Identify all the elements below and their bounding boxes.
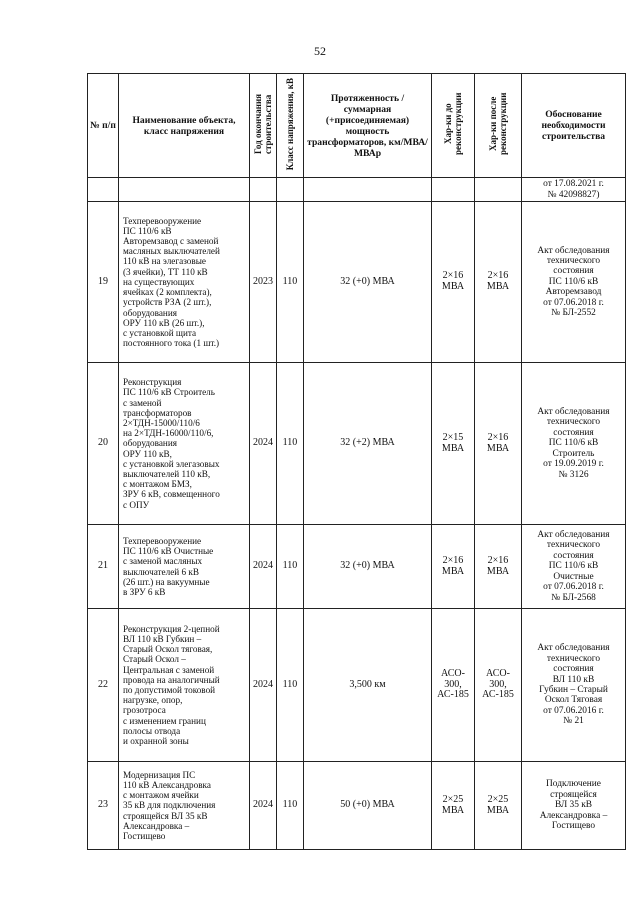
row-name: Реконструкция ПС 110/6 кВ Строитель с заменой трансформаторов 2×ТДН-15000/110/6 на 2×ТДН-16000/110/6, оборудования ОРУ 110 кВ, с установкой элегазовых выключателей 110 кВ, с монтажом БМЗ, ЗРУ 6 кВ, совмещенного с ОПУ bbox=[119, 363, 250, 525]
row-before: 2×25 МВА bbox=[432, 762, 475, 850]
row-voltage: 110 bbox=[277, 202, 304, 363]
continuation-justification: от 17.08.2021 г. № 42098827) bbox=[522, 178, 626, 202]
header-justification: Обоснование необходимости строительства bbox=[522, 74, 626, 178]
table-row bbox=[88, 762, 626, 850]
row-year: 2024 bbox=[250, 762, 277, 850]
row-before: 2×16 МВА bbox=[432, 525, 475, 609]
row-after: АСО- 300, АС-185 bbox=[475, 609, 522, 762]
header-name: Наименование объекта, класс напряжения bbox=[119, 74, 250, 178]
row-voltage: 110 bbox=[277, 363, 304, 525]
header-row bbox=[88, 74, 626, 178]
row-length: 50 (+0) МВА bbox=[304, 762, 432, 850]
row-name: Реконструкция 2-цепной ВЛ 110 кВ Губкин – Старый Оскол тяговая, Старый Оскол – Центральная с заменой провода на аналогичный по допустимой токовой нагрузке, опор, грозотроса с изменением границ полосы отвода и охранной зоны bbox=[119, 609, 250, 762]
row-voltage: 110 bbox=[277, 609, 304, 762]
row-year: 2024 bbox=[250, 609, 277, 762]
page-number: 52 bbox=[314, 44, 326, 58]
row-num: 19 bbox=[88, 202, 119, 363]
row-justification: Подключение строящейся ВЛ 35 кВ Александровка – Гостищево bbox=[522, 762, 626, 850]
continuation-row bbox=[88, 178, 626, 202]
row-justification: Акт обследования технического состояния ПС 110/6 кВ Очистные от 07.06.2018 г. № БЛ-2568 bbox=[522, 525, 626, 609]
row-length: 32 (+0) МВА bbox=[304, 525, 432, 609]
row-before: АСО- 300, АС-185 bbox=[432, 609, 475, 762]
row-before: 2×15 МВА bbox=[432, 363, 475, 525]
row-voltage: 110 bbox=[277, 525, 304, 609]
row-year: 2024 bbox=[250, 525, 277, 609]
row-num: 21 bbox=[88, 525, 119, 609]
row-name: Техперевооружение ПС 110/6 кВ Очистные с заменой масляных выключателей 6 кВ (26 шт.) на вакуумные в ЗРУ 6 кВ bbox=[119, 525, 250, 609]
row-length: 3,500 км bbox=[304, 609, 432, 762]
header-num: № п/п bbox=[88, 74, 119, 178]
table-row bbox=[88, 609, 626, 762]
row-justification: Акт обследования технического состояния ПС 110/6 кВ Авторемзавод от 07.06.2018 г. № БЛ-2552 bbox=[522, 202, 626, 363]
row-after: 2×16 МВА bbox=[475, 363, 522, 525]
row-name: Модернизация ПС 110 кВ Александровка с монтажом ячейки 35 кВ для подключения строящейся ВЛ 35 кВ Александровка – Гостищево bbox=[119, 762, 250, 850]
row-name: Техперевооружение ПС 110/6 кВ Авторемзавод с заменой масляных выключателей 110 кВ на элегазовые (3 ячейки), ТТ 110 кВ на существующих ячейках (2 комплекта), устройств РЗА (2 шт.), оборудования ОРУ 110 кВ (26 шт.), с установкой щита постоянного тока (1 шт.) bbox=[119, 202, 250, 363]
row-justification: Акт обследования технического состояния ПС 110/6 кВ Строитель от 19.09.2019 г. № 3126 bbox=[522, 363, 626, 525]
header-after: Хар-ки после реконструкции bbox=[475, 74, 522, 178]
row-num: 22 bbox=[88, 609, 119, 762]
row-num: 20 bbox=[88, 363, 119, 525]
table-row bbox=[88, 525, 626, 609]
construction-table bbox=[87, 73, 626, 850]
table-row bbox=[88, 202, 626, 363]
row-length: 32 (+2) МВА bbox=[304, 363, 432, 525]
row-after: 2×25 МВА bbox=[475, 762, 522, 850]
row-voltage: 110 bbox=[277, 762, 304, 850]
row-year: 2024 bbox=[250, 363, 277, 525]
table-row bbox=[88, 363, 626, 525]
row-justification: Акт обследования технического состояния ВЛ 110 кВ Губкин – Старый Оскол Тяговая от 07.06.2016 г. № 21 bbox=[522, 609, 626, 762]
row-after: 2×16 МВА bbox=[475, 525, 522, 609]
row-before: 2×16 МВА bbox=[432, 202, 475, 363]
row-length: 32 (+0) МВА bbox=[304, 202, 432, 363]
header-voltage: Класс напряжения, кВ bbox=[277, 74, 304, 178]
row-num: 23 bbox=[88, 762, 119, 850]
header-before: Хар-ки до реконструкции bbox=[432, 74, 475, 178]
header-year: Год окончания строительства bbox=[250, 74, 277, 178]
row-after: 2×16 МВА bbox=[475, 202, 522, 363]
header-length: Протяженность / суммарная (+присоединяемая) мощность трансформаторов, км/МВА/МВАр bbox=[304, 74, 432, 178]
row-year: 2023 bbox=[250, 202, 277, 363]
